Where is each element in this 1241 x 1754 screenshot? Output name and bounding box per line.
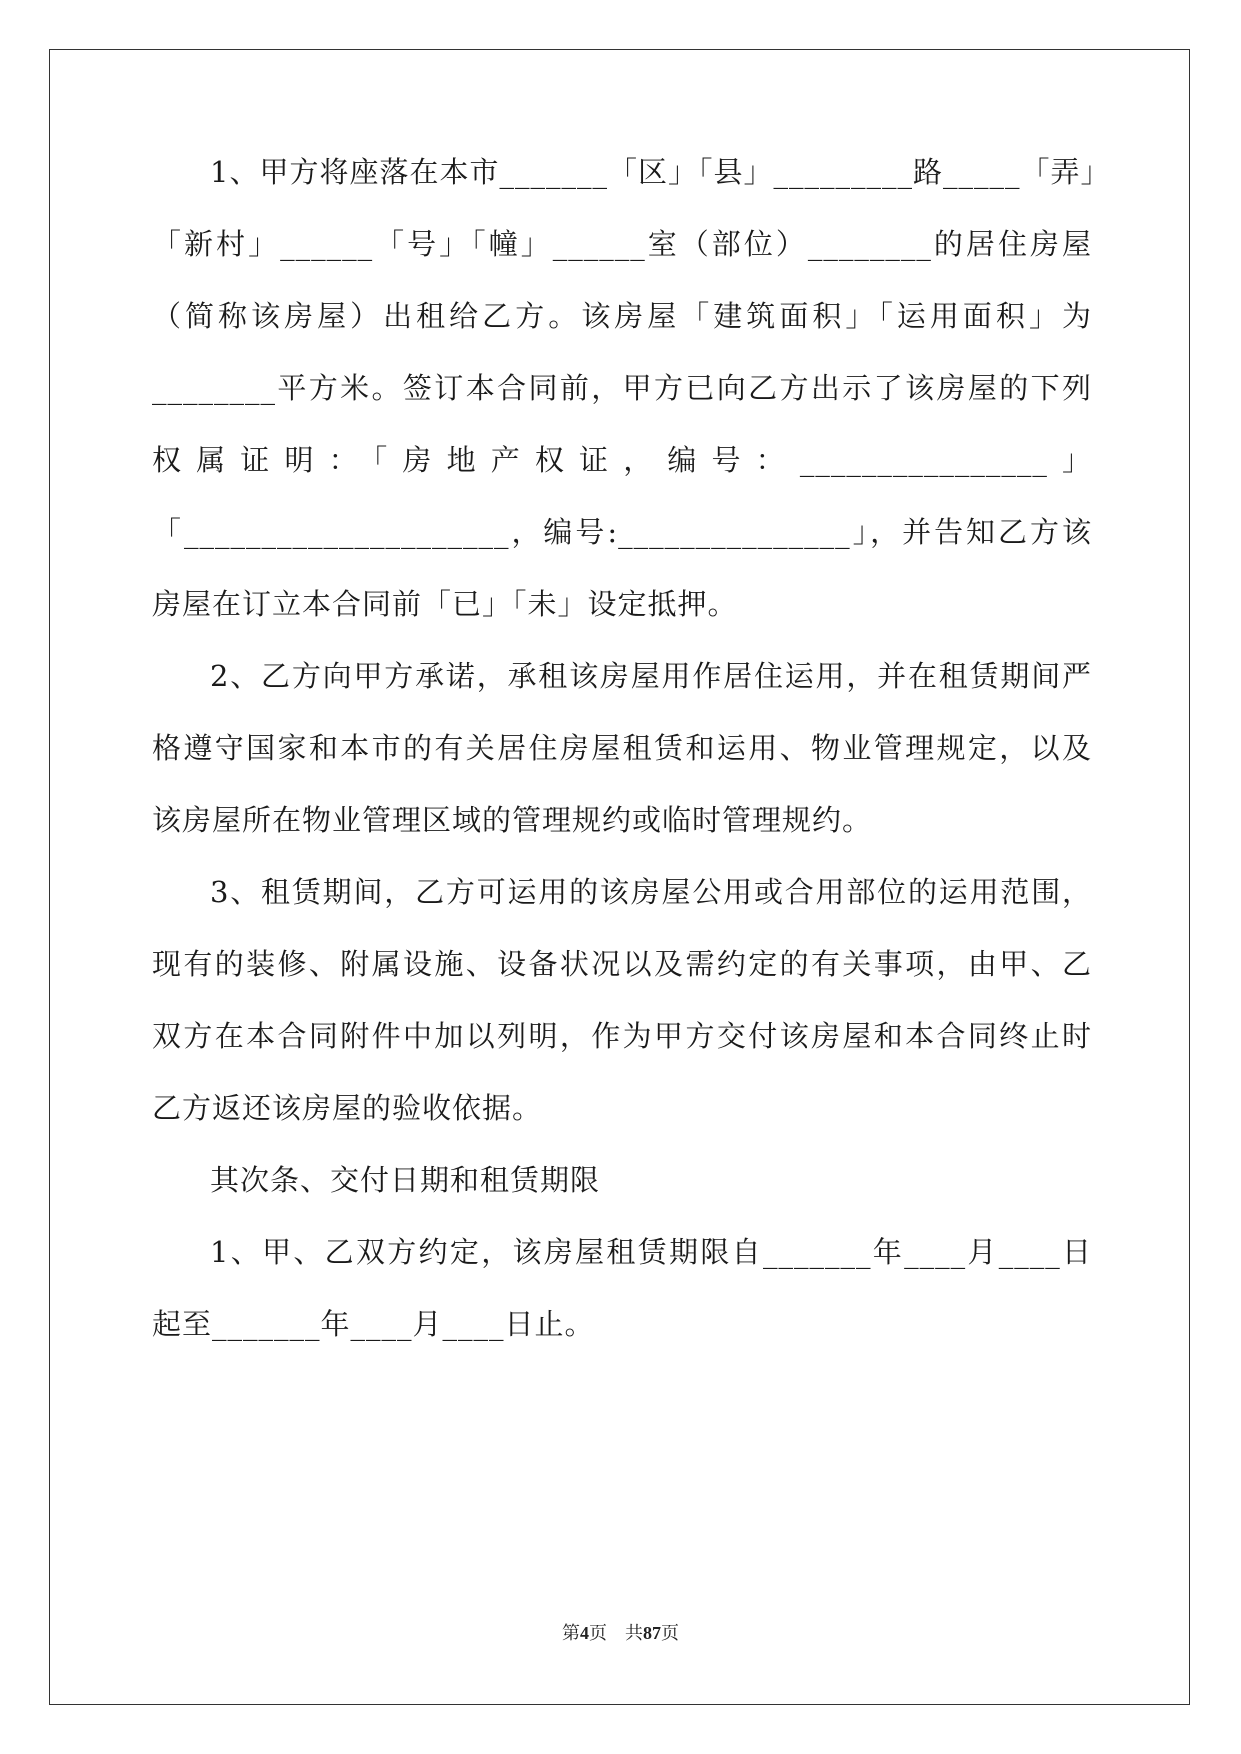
paragraph-line: 格遵守国家和本市的有关居住房屋租赁和运用、物业管理规定，以及: [152, 731, 1092, 765]
total-label-suffix: 页: [661, 1623, 679, 1643]
paragraph-line: 该房屋所在物业管理区域的管理规约或临时管理规约。: [152, 803, 873, 837]
paragraph-line: 双方在本合同附件中加以列明，作为甲方交付该房屋和本合同终止时: [152, 1019, 1092, 1053]
page-number: 4: [580, 1623, 589, 1643]
paragraph-line: 「新村」______「号」「幢」______室（部位）________的居住房屋: [152, 227, 1092, 261]
paragraph-line: 「_____________________，编号:_______________」，并告知乙方该: [152, 515, 1092, 549]
paragraph-line: 起至_______年____月____日止。: [152, 1307, 595, 1341]
page-label-prefix: 第: [562, 1623, 580, 1643]
total-label-prefix: 共: [625, 1623, 643, 1643]
paragraph-line: 1、甲、乙双方约定，该房屋租赁期限自_______年____月____日: [210, 1235, 1092, 1269]
total-pages: 87: [643, 1623, 661, 1643]
page-label-suffix: 页: [589, 1623, 607, 1643]
paragraph-line: 2、乙方向甲方承诺，承租该房屋用作居住运用，并在租赁期间严: [210, 659, 1092, 693]
paragraph-line: 1、甲方将座落在本市_______「区」「县」_________路_____「弄」: [210, 155, 1111, 189]
paragraph-line: （简称该房屋）出租给乙方。该房屋「建筑面积」「运用面积」为: [152, 299, 1092, 333]
paragraph-line: 乙方返还该房屋的验收依据。: [152, 1091, 543, 1125]
section-heading: 其次条、交付日期和租赁期限: [210, 1163, 601, 1197]
paragraph-line: 权属证明：「房地产权证，编号：________________」: [152, 443, 1092, 477]
paragraph-line: ________平方米。签订本合同前，甲方已向乙方出示了该房屋的下列: [152, 371, 1092, 405]
paragraph-line: 房屋在订立本合同前「已」「未」设定抵押。: [152, 587, 738, 621]
page-footer: [0, 1621, 1241, 1645]
paragraph-line: 现有的装修、附属设施、设备状况以及需约定的有关事项，由甲、乙: [152, 947, 1092, 981]
paragraph-line: 3、租赁期间，乙方可运用的该房屋公用或合用部位的运用范围，: [210, 875, 1092, 909]
